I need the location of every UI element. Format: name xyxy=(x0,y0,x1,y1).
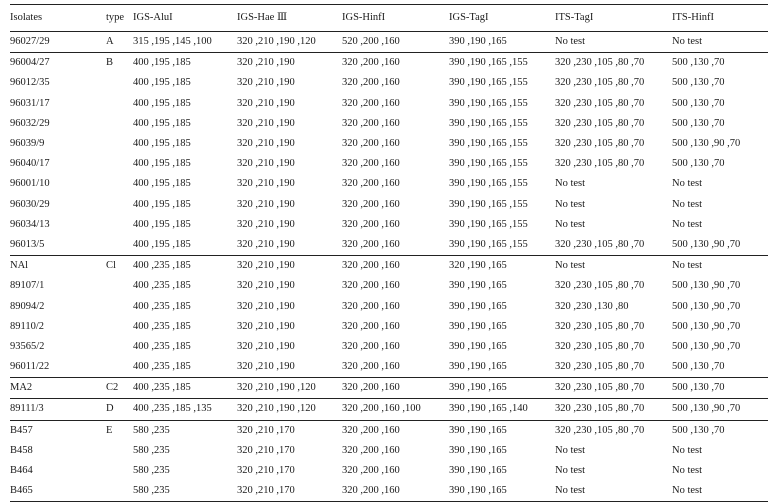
igs-hinfi-cell: 320 ,200 ,160 xyxy=(342,424,400,436)
igs-haeiii-cell: 320 ,210 ,190 xyxy=(237,280,295,292)
its-hinfi-cell: 500 ,130 ,90 ,70 xyxy=(672,300,741,312)
its-hinfi-cell: 500 ,130 ,70 xyxy=(672,424,725,436)
its-tagi-cell: No test xyxy=(555,465,586,477)
type-cell xyxy=(106,337,133,357)
igs-haeiii-cell: 320 ,210 ,190 xyxy=(237,361,295,373)
igs-alui-cell: 400 ,235 ,185 xyxy=(133,361,191,373)
isolate-cell: 89110/2 xyxy=(10,320,45,332)
igs-hinfi-cell: 520 ,200 ,160 xyxy=(342,36,400,48)
its-tagi-cell: 320 ,230 ,105 ,80 ,70 xyxy=(555,320,645,332)
igs-alui-cell: 400 ,235 ,185 ,135 xyxy=(133,403,212,415)
igs-hinfi-cell: 320 ,200 ,160 xyxy=(342,361,400,373)
its-hinfi-cell: 500 ,130 ,70 xyxy=(672,97,725,109)
its-hinfi-cell: No test xyxy=(672,198,703,210)
igs-tagi-cell: 390 ,190 ,165 xyxy=(449,424,507,436)
its-tagi-cell: 320 ,230 ,105 ,80 ,70 xyxy=(555,97,645,109)
table-row xyxy=(10,134,768,154)
table-row xyxy=(10,174,768,194)
igs-tagi-cell: 390 ,190 ,165 xyxy=(449,382,507,394)
type-cell xyxy=(106,461,133,481)
header-igs-tagi: IGS-TagI xyxy=(449,12,489,23)
igs-haeiii-cell: 320 ,210 ,190 xyxy=(237,178,295,190)
table-row xyxy=(10,441,768,461)
igs-tagi-cell: 390 ,190 ,165 xyxy=(449,36,507,48)
igs-tagi-cell: 390 ,190 ,165 ,155 xyxy=(449,238,528,250)
isolate-cell: 96001/10 xyxy=(10,178,50,190)
table-row xyxy=(10,53,768,74)
igs-hinfi-cell: 320 ,200 ,160 xyxy=(342,97,400,109)
igs-tagi-cell: 390 ,190 ,165 ,155 xyxy=(449,198,528,210)
igs-haeiii-cell: 320 ,210 ,190 xyxy=(237,97,295,109)
igs-tagi-cell: 390 ,190 ,165 xyxy=(449,280,507,292)
isolate-cell: 96040/17 xyxy=(10,158,50,170)
igs-hinfi-cell: 320 ,200 ,160 xyxy=(342,320,400,332)
type-cell: Cl xyxy=(106,260,116,272)
isolate-cell: 96039/9 xyxy=(10,138,45,150)
isolate-cell: 89094/2 xyxy=(10,300,45,312)
igs-hinfi-cell: 320 ,200 ,160 xyxy=(342,138,400,150)
igs-hinfi-cell: 320 ,200 ,160 xyxy=(342,158,400,170)
igs-alui-cell: 580 ,235 xyxy=(133,485,170,497)
igs-tagi-cell: 390 ,190 ,165 xyxy=(449,465,507,477)
table-row xyxy=(10,215,768,235)
igs-tagi-cell: 390 ,190 ,165 xyxy=(449,340,507,352)
igs-haeiii-cell: 320 ,210 ,190 xyxy=(237,198,295,210)
igs-haeiii-cell: 320 ,210 ,190 xyxy=(237,260,295,272)
igs-hinfi-cell: 320 ,200 ,160 ,100 xyxy=(342,403,421,415)
its-tagi-cell: No test xyxy=(555,36,586,48)
type-cell: E xyxy=(106,424,113,436)
its-tagi-cell: 320 ,230 ,105 ,80 ,70 xyxy=(555,340,645,352)
its-hinfi-cell: 500 ,130 ,90 ,70 xyxy=(672,138,741,150)
igs-alui-cell: 580 ,235 xyxy=(133,444,170,456)
its-tagi-cell: 320 ,230 ,105 ,80 ,70 xyxy=(555,403,645,415)
igs-alui-cell: 400 ,195 ,185 xyxy=(133,218,191,230)
type-cell xyxy=(106,317,133,337)
its-tagi-cell: 320 ,230 ,105 ,80 ,70 xyxy=(555,158,645,170)
its-tagi-cell: 320 ,230 ,105 ,80 ,70 xyxy=(555,57,645,69)
igs-hinfi-cell: 320 ,200 ,160 xyxy=(342,444,400,456)
its-hinfi-cell: No test xyxy=(672,485,703,497)
isolate-cell: 93565/2 xyxy=(10,340,45,352)
igs-alui-cell: 400 ,195 ,185 xyxy=(133,158,191,170)
type-cell xyxy=(106,94,133,114)
type-cell xyxy=(106,195,133,215)
table-header xyxy=(10,5,768,32)
its-tagi-cell: No test xyxy=(555,260,586,272)
igs-hinfi-cell: 320 ,200 ,160 xyxy=(342,382,400,394)
its-hinfi-cell: 500 ,130 ,70 xyxy=(672,382,725,394)
header-igs-haeiii: IGS-Hae Ⅲ xyxy=(237,12,288,23)
its-hinfi-cell: 500 ,130 ,70 xyxy=(672,77,725,89)
type-cell xyxy=(106,357,133,378)
igs-haeiii-cell: 320 ,210 ,190 xyxy=(237,138,295,150)
igs-haeiii-cell: 320 ,210 ,170 xyxy=(237,465,295,477)
igs-haeiii-cell: 320 ,210 ,190 xyxy=(237,57,295,69)
type-cell xyxy=(106,114,133,134)
isolate-cell: B458 xyxy=(10,444,33,456)
igs-tagi-cell: 390 ,190 ,165 xyxy=(449,320,507,332)
igs-alui-cell: 400 ,195 ,185 xyxy=(133,238,191,250)
type-cell xyxy=(106,481,133,502)
igs-haeiii-cell: 320 ,210 ,190 ,120 xyxy=(237,382,316,394)
its-hinfi-cell: 500 ,130 ,90 ,70 xyxy=(672,403,741,415)
its-hinfi-cell: 500 ,130 ,90 ,70 xyxy=(672,340,741,352)
table-row xyxy=(10,94,768,114)
table-row xyxy=(10,420,768,441)
type-cell xyxy=(106,441,133,461)
header-igs-hinfi: IGS-HinfI xyxy=(342,12,386,23)
igs-hinfi-cell: 320 ,200 ,160 xyxy=(342,260,400,272)
igs-hinfi-cell: 320 ,200 ,160 xyxy=(342,218,400,230)
igs-alui-cell: 400 ,195 ,185 xyxy=(133,138,191,150)
type-cell xyxy=(106,296,133,316)
its-tagi-cell: 320 ,230 ,105 ,80 ,70 xyxy=(555,424,645,436)
igs-haeiii-cell: 320 ,210 ,170 xyxy=(237,485,295,497)
header-row xyxy=(10,5,768,32)
isolate-cell: 96031/17 xyxy=(10,97,50,109)
type-cell xyxy=(106,73,133,93)
type-cell: B xyxy=(106,57,114,69)
its-hinfi-cell: No test xyxy=(672,444,703,456)
igs-alui-cell: 400 ,235 ,185 xyxy=(133,300,191,312)
its-tagi-cell: 320 ,230 ,130 ,80 xyxy=(555,300,629,312)
igs-tagi-cell: 390 ,190 ,165 ,155 xyxy=(449,117,528,129)
type-cell xyxy=(106,215,133,235)
igs-alui-cell: 400 ,235 ,185 xyxy=(133,320,191,332)
isolate-cell: 96011/22 xyxy=(10,361,50,373)
table-row xyxy=(10,357,768,378)
igs-alui-cell: 400 ,235 ,185 xyxy=(133,382,191,394)
header-type: type xyxy=(106,12,125,23)
table-row xyxy=(10,73,768,93)
type-cell xyxy=(106,134,133,154)
its-hinfi-cell: 500 ,130 ,90 ,70 xyxy=(672,280,741,292)
its-hinfi-cell: No test xyxy=(672,178,703,190)
its-tagi-cell: 320 ,230 ,105 ,80 ,70 xyxy=(555,77,645,89)
its-hinfi-cell: 500 ,130 ,70 xyxy=(672,57,725,69)
its-tagi-cell: No test xyxy=(555,485,586,497)
igs-tagi-cell: 390 ,190 ,165 ,155 xyxy=(449,178,528,190)
its-tagi-cell: 320 ,230 ,105 ,80 ,70 xyxy=(555,280,645,292)
igs-tagi-cell: 390 ,190 ,165 xyxy=(449,300,507,312)
header-igs-alui: IGS-AluI xyxy=(133,12,173,23)
igs-alui-cell: 400 ,195 ,185 xyxy=(133,77,191,89)
isolate-cell: 96027/29 xyxy=(10,36,50,48)
its-hinfi-cell: No test xyxy=(672,260,703,272)
its-tagi-cell: 320 ,230 ,105 ,80 ,70 xyxy=(555,117,645,129)
igs-hinfi-cell: 320 ,200 ,160 xyxy=(342,178,400,190)
igs-tagi-cell: 390 ,190 ,165 ,155 xyxy=(449,158,528,170)
type-cell: A xyxy=(106,36,114,48)
its-tagi-cell: No test xyxy=(555,218,586,230)
igs-tagi-cell: 390 ,190 ,165 ,155 xyxy=(449,218,528,230)
igs-hinfi-cell: 320 ,200 ,160 xyxy=(342,77,400,89)
its-hinfi-cell: 500 ,130 ,70 xyxy=(672,158,725,170)
isolate-cell: 89107/1 xyxy=(10,280,45,292)
header-isolates: Isolates xyxy=(10,12,43,23)
isolate-cell: NAl xyxy=(10,260,29,272)
table-row xyxy=(10,235,768,256)
igs-alui-cell: 315 ,195 ,145 ,100 xyxy=(133,36,212,48)
its-tagi-cell: 320 ,230 ,105 ,80 ,70 xyxy=(555,361,645,373)
table-row xyxy=(10,481,768,502)
igs-haeiii-cell: 320 ,210 ,190 xyxy=(237,320,295,332)
table-body xyxy=(10,32,768,502)
table-row xyxy=(10,337,768,357)
isolate-cell: 96034/13 xyxy=(10,218,50,230)
igs-haeiii-cell: 320 ,210 ,190 xyxy=(237,300,295,312)
igs-tagi-cell: 390 ,190 ,165 ,155 xyxy=(449,77,528,89)
igs-hinfi-cell: 320 ,200 ,160 xyxy=(342,117,400,129)
isolate-cell: 96012/35 xyxy=(10,77,50,89)
isolate-cell: MA2 xyxy=(10,382,33,394)
igs-tagi-cell: 390 ,190 ,165 ,155 xyxy=(449,138,528,150)
igs-haeiii-cell: 320 ,210 ,190 xyxy=(237,117,295,129)
table-row xyxy=(10,154,768,174)
its-hinfi-cell: 500 ,130 ,70 xyxy=(672,117,725,129)
its-hinfi-cell: No test xyxy=(672,36,703,48)
its-hinfi-cell: No test xyxy=(672,465,703,477)
igs-alui-cell: 400 ,235 ,185 xyxy=(133,340,191,352)
its-hinfi-cell: 500 ,130 ,90 ,70 xyxy=(672,238,741,250)
igs-hinfi-cell: 320 ,200 ,160 xyxy=(342,485,400,497)
igs-alui-cell: 400 ,195 ,185 xyxy=(133,57,191,69)
igs-alui-cell: 400 ,195 ,185 xyxy=(133,198,191,210)
table-row xyxy=(10,195,768,215)
igs-haeiii-cell: 320 ,210 ,190 xyxy=(237,77,295,89)
type-cell: D xyxy=(106,403,114,415)
table-row xyxy=(10,296,768,316)
igs-hinfi-cell: 320 ,200 ,160 xyxy=(342,238,400,250)
isolate-cell: 96004/27 xyxy=(10,57,50,69)
its-hinfi-cell: 500 ,130 ,70 xyxy=(672,361,725,373)
table-row xyxy=(10,378,768,399)
restriction-pattern-table xyxy=(10,4,768,502)
igs-haeiii-cell: 320 ,210 ,190 ,120 xyxy=(237,403,316,415)
its-tagi-cell: No test xyxy=(555,198,586,210)
igs-hinfi-cell: 320 ,200 ,160 xyxy=(342,57,400,69)
igs-haeiii-cell: 320 ,210 ,190 xyxy=(237,238,295,250)
its-tagi-cell: No test xyxy=(555,444,586,456)
igs-tagi-cell: 390 ,190 ,165 ,140 xyxy=(449,403,528,415)
igs-hinfi-cell: 320 ,200 ,160 xyxy=(342,340,400,352)
its-tagi-cell: 320 ,230 ,105 ,80 ,70 xyxy=(555,138,645,150)
type-cell: C2 xyxy=(106,382,119,394)
table-row xyxy=(10,461,768,481)
table-row xyxy=(10,399,768,420)
igs-alui-cell: 400 ,235 ,185 xyxy=(133,280,191,292)
table-row xyxy=(10,276,768,296)
igs-alui-cell: 580 ,235 xyxy=(133,424,170,436)
igs-haeiii-cell: 320 ,210 ,190 xyxy=(237,218,295,230)
its-tagi-cell: 320 ,230 ,105 ,80 ,70 xyxy=(555,238,645,250)
table-row xyxy=(10,317,768,337)
isolate-cell: 96032/29 xyxy=(10,117,50,129)
isolate-cell: 96030/29 xyxy=(10,198,50,210)
igs-tagi-cell: 390 ,190 ,165 xyxy=(449,444,507,456)
igs-hinfi-cell: 320 ,200 ,160 xyxy=(342,465,400,477)
isolate-cell: B464 xyxy=(10,465,33,477)
type-cell xyxy=(106,276,133,296)
igs-hinfi-cell: 320 ,200 ,160 xyxy=(342,280,400,292)
its-hinfi-cell: No test xyxy=(672,218,703,230)
igs-alui-cell: 400 ,195 ,185 xyxy=(133,178,191,190)
type-cell xyxy=(106,174,133,194)
igs-alui-cell: 400 ,235 ,185 xyxy=(133,260,191,272)
igs-tagi-cell: 390 ,190 ,165 xyxy=(449,361,507,373)
igs-haeiii-cell: 320 ,210 ,170 xyxy=(237,444,295,456)
igs-alui-cell: 400 ,195 ,185 xyxy=(133,117,191,129)
igs-tagi-cell: 390 ,190 ,165 xyxy=(449,485,507,497)
table-row xyxy=(10,256,768,277)
igs-tagi-cell: 390 ,190 ,165 ,155 xyxy=(449,97,528,109)
igs-haeiii-cell: 320 ,210 ,190 xyxy=(237,340,295,352)
isolate-cell: B457 xyxy=(10,424,33,436)
type-cell xyxy=(106,235,133,256)
its-tagi-cell: No test xyxy=(555,178,586,190)
type-cell xyxy=(106,154,133,174)
isolate-cell: B465 xyxy=(10,485,33,497)
igs-tagi-cell: 320 ,190 ,165 xyxy=(449,260,507,272)
its-tagi-cell: 320 ,230 ,105 ,80 ,70 xyxy=(555,382,645,394)
igs-hinfi-cell: 320 ,200 ,160 xyxy=(342,198,400,210)
isolate-cell: 96013/5 xyxy=(10,238,45,250)
igs-haeiii-cell: 320 ,210 ,190 ,120 xyxy=(237,36,316,48)
isolate-cell: 89111/3 xyxy=(10,403,44,415)
table-row xyxy=(10,114,768,134)
igs-alui-cell: 400 ,195 ,185 xyxy=(133,97,191,109)
igs-hinfi-cell: 320 ,200 ,160 xyxy=(342,300,400,312)
igs-tagi-cell: 390 ,190 ,165 ,155 xyxy=(449,57,528,69)
header-its-tagi: ITS-TagI xyxy=(555,12,594,23)
header-its-hinfi: ITS-HinfI xyxy=(672,12,714,23)
igs-haeiii-cell: 320 ,210 ,190 xyxy=(237,158,295,170)
igs-haeiii-cell: 320 ,210 ,170 xyxy=(237,424,295,436)
its-hinfi-cell: 500 ,130 ,90 ,70 xyxy=(672,320,741,332)
table-row xyxy=(10,32,768,53)
igs-alui-cell: 580 ,235 xyxy=(133,465,170,477)
